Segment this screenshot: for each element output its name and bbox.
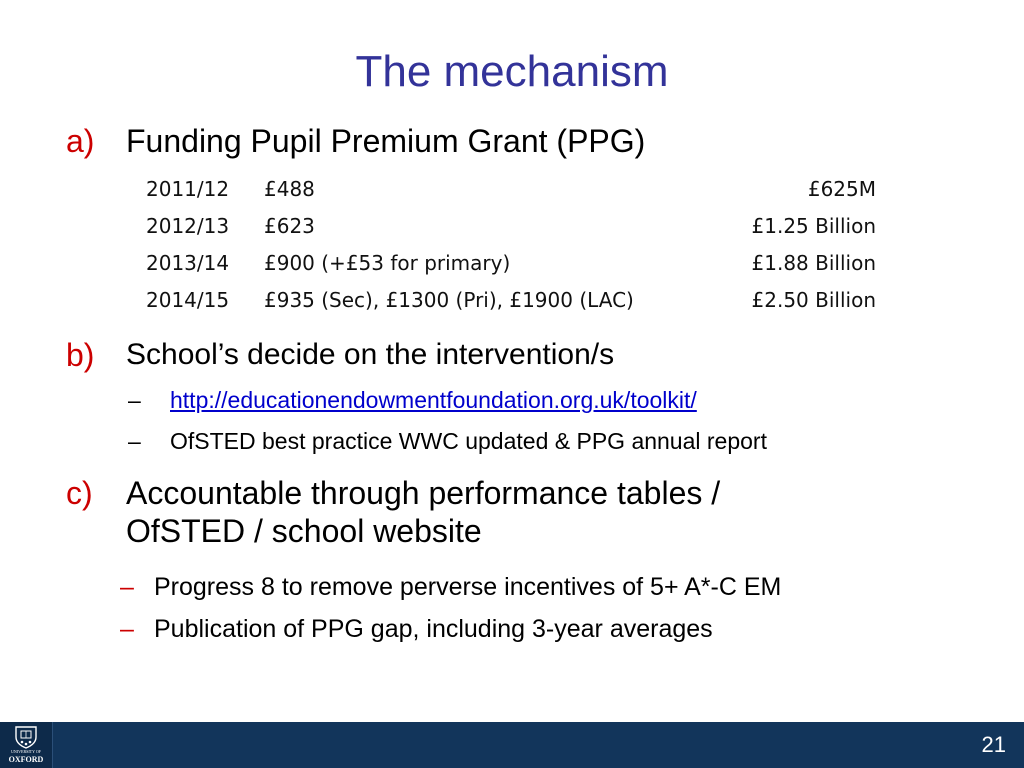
section-c-marker: c) [66, 475, 93, 511]
section-b-text: School’s decide on the intervention/s [126, 338, 615, 371]
section-c-text-line1: Accountable through performance tables / [126, 475, 721, 511]
table-row [146, 170, 876, 207]
bullet-dash: – [120, 573, 134, 601]
section-b-marker: b) [66, 337, 95, 373]
table-row [146, 281, 876, 318]
table-cell-total: £2.50 Billion [751, 287, 876, 312]
table-cell-total: £1.25 Billion [751, 213, 876, 238]
section-c-bullet-progress [120, 572, 781, 602]
bullet-dash: – [128, 387, 141, 413]
logo-big-text: OXFORD [8, 755, 44, 764]
table-cell-year: 2012/13 [146, 213, 230, 238]
table-row [146, 207, 876, 244]
section-c-bullet-publication [120, 614, 713, 644]
table-cell-total: £1.88 Billion [751, 250, 876, 275]
slide-title: The mechanism [355, 47, 669, 96]
table-cell-amount: £935 (Sec), £1300 (Pri), £1900 (LAC) [264, 287, 634, 312]
bullet-text: Publication of PPG gap, including 3-year averages [154, 615, 713, 643]
table-cell-year: 2013/14 [146, 250, 230, 275]
page-number: 21 [981, 732, 1006, 757]
table-cell-amount: £623 [264, 213, 315, 238]
university-logo [0, 722, 53, 768]
section-a [66, 122, 645, 160]
logo-small-text: UNIVERSITY OF [11, 749, 41, 754]
ppg-funding-table [146, 170, 876, 318]
table-cell-year: 2014/15 [146, 287, 230, 312]
section-c-text [126, 474, 720, 550]
section-b-bullet-ofsted [128, 427, 767, 455]
bullet-dash: – [128, 428, 141, 454]
table-cell-amount: £900 (+£53 for primary) [264, 250, 511, 275]
bullet-text: OfSTED best practice WWC updated & PPG annual report [170, 428, 767, 454]
table-cell-year: 2011/12 [146, 176, 230, 201]
bullet-text: Progress 8 to remove perverse incentives of 5+ A*-C EM [154, 573, 782, 601]
table-row [146, 244, 876, 281]
section-b-bullet-link [128, 386, 697, 414]
section-c [66, 474, 720, 550]
oxford-crest-icon [13, 725, 39, 749]
section-c-text-line2: OfSTED / school website [126, 513, 482, 549]
table-cell-amount: £488 [264, 176, 315, 201]
section-a-text: Funding Pupil Premium Grant (PPG) [126, 123, 646, 159]
section-a-marker: a) [66, 123, 95, 159]
bullet-dash: – [120, 615, 134, 643]
section-b [66, 336, 614, 374]
table-cell-total: £625M [807, 176, 876, 201]
toolkit-link[interactable]: http://educationendowmentfoundation.org.uk/toolkit/ [170, 387, 697, 413]
footer-bar [0, 722, 1024, 768]
